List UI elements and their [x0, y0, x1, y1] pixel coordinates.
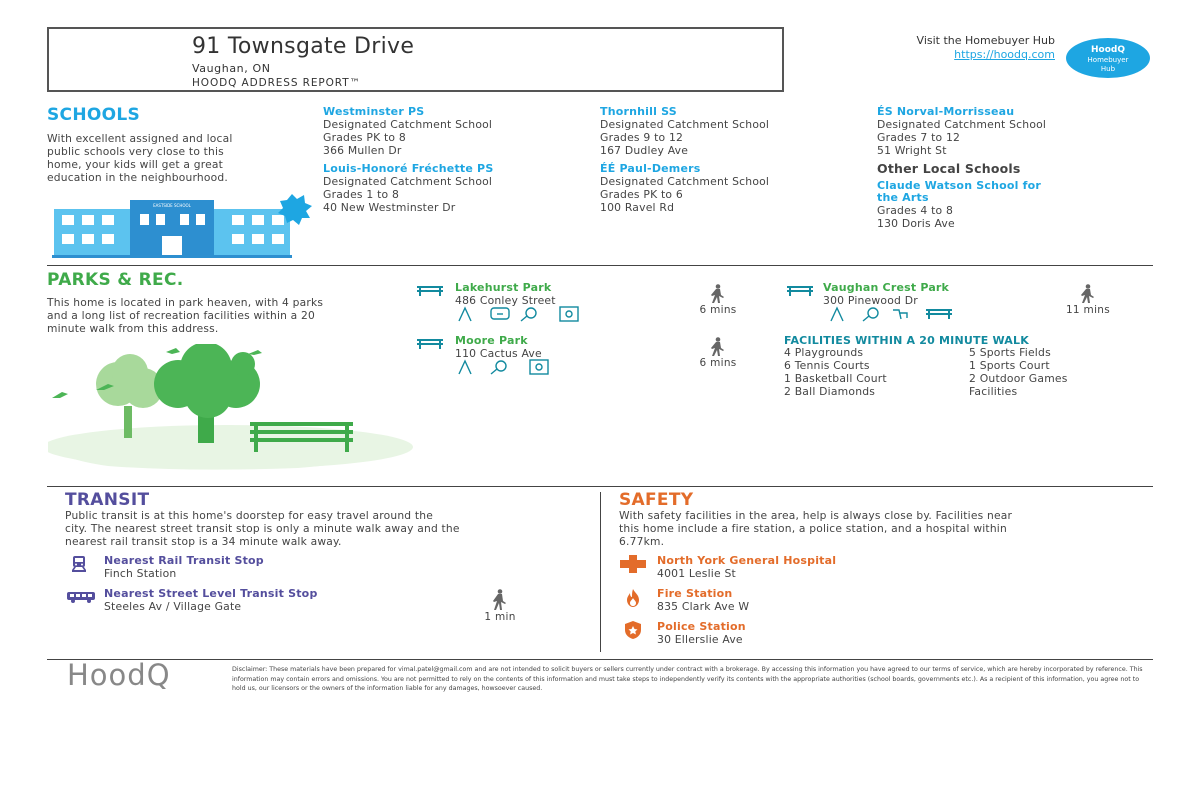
- safety-desc-line: this home include a fire station, a police station, and a hospital within: [619, 522, 1007, 535]
- park-address: 300 Pinewood Dr: [823, 294, 918, 307]
- fire-station-name: Fire Station: [657, 587, 733, 600]
- tennis-icon: [496, 361, 506, 371]
- schools-desc-line: home, your kids will get a great: [47, 158, 224, 171]
- schools-title: SCHOOLS: [47, 105, 141, 125]
- school-sign: EASTSIDE SCHOOL: [153, 203, 191, 208]
- train-icon: [70, 556, 88, 572]
- park-facility-icons: [457, 306, 587, 322]
- park-address: 110 Cactus Ave: [455, 347, 542, 360]
- transit-description: [65, 509, 595, 548]
- facility-item: 2 Ball Diamonds: [784, 385, 876, 398]
- property-city: Vaughan, ON: [192, 62, 271, 75]
- footer-divider: [47, 659, 1153, 660]
- school-name-line1: Claude Watson School for: [877, 179, 1042, 192]
- school-grades: Grades 7 to 12: [877, 131, 961, 144]
- rail-transit-stop[interactable]: [104, 554, 404, 580]
- hospital-address: 4001 Leslie St: [657, 567, 736, 580]
- rail-stop-label: Nearest Rail Transit Stop: [104, 554, 264, 567]
- park-name: Vaughan Crest Park: [823, 281, 950, 294]
- report-label: HOODQ ADDRESS REPORT™: [192, 77, 361, 89]
- facility-item: Facilities: [969, 385, 1018, 398]
- parks-desc-line: This home is located in park heaven, with 4 parks: [47, 296, 324, 309]
- walk-time: 11 mins: [1065, 304, 1111, 316]
- fire-station-address: 835 Clark Ave W: [657, 600, 750, 613]
- playground-icon: [459, 361, 471, 374]
- park-moore[interactable]: [455, 334, 655, 360]
- school-grades: Grades 9 to 12: [600, 131, 684, 144]
- other-schools-heading: Other Local Schools: [877, 161, 1021, 176]
- school-name: ÉS Norval-Morrisseau: [877, 105, 1015, 118]
- walking-icon: [476, 589, 524, 611]
- transit-title: TRANSIT: [65, 490, 150, 510]
- school-name: Westminster PS: [323, 105, 425, 118]
- tennis-icon: [526, 308, 536, 318]
- homebuyer-hub-badge[interactable]: [1066, 38, 1150, 78]
- school-building-illustration: [52, 192, 312, 260]
- park-facility-icons: [457, 359, 557, 375]
- police-station-address: 30 Ellerslie Ave: [657, 633, 743, 646]
- lakehurst-walk: [694, 284, 742, 316]
- bus-icon: [67, 591, 95, 603]
- park-facility-icons: [829, 306, 954, 322]
- parks-desc-line: and a long list of recreation facilities within a 20: [47, 309, 316, 322]
- walk-time: 6 mins: [699, 304, 737, 316]
- school-type: Designated Catchment School: [323, 175, 493, 188]
- parks-title-part1: PARKS: [47, 270, 112, 290]
- section-divider: [47, 486, 1153, 487]
- facility-item: 6 Tennis Courts: [784, 359, 870, 372]
- facility-item: 4 Playgrounds: [784, 346, 864, 359]
- property-address: 91 Townsgate Drive: [192, 34, 415, 59]
- school-westminster[interactable]: [323, 105, 583, 157]
- school-address: 100 Ravel Rd: [600, 201, 675, 214]
- schools-description: [47, 132, 307, 184]
- hospital-name: North York General Hospital: [657, 554, 837, 567]
- hub-badge-line1: HoodQ: [1091, 45, 1125, 55]
- park-lakehurst[interactable]: [455, 281, 655, 307]
- school-thornhill[interactable]: [600, 105, 860, 157]
- walk-time: 1 min: [484, 611, 516, 623]
- street-stop-name: Steeles Av / Village Gate: [104, 600, 242, 613]
- safety-fire-station[interactable]: [657, 587, 957, 613]
- hub-link[interactable]: https://hoodq.com: [954, 48, 1055, 61]
- street-stop-walk: [476, 589, 524, 623]
- school-grades: Grades 4 to 8: [877, 204, 954, 217]
- report-header: [47, 27, 784, 92]
- school-grades: Grades PK to 6: [600, 188, 683, 201]
- facility-item: 1 Sports Court: [969, 359, 1050, 372]
- hub-badge-line3: Hub: [1100, 65, 1116, 73]
- hospital-cross-icon: [620, 555, 646, 573]
- facility-item: 2 Outdoor Games: [969, 372, 1068, 385]
- hub-badge-line2: Homebuyer: [1087, 56, 1129, 64]
- school-claude-watson[interactable]: [877, 180, 1147, 230]
- school-type: Designated Catchment School: [600, 118, 770, 131]
- school-type: Designated Catchment School: [877, 118, 1047, 131]
- disclaimer: Disclaimer: These materials have been prepared for vimal.patel@gmail.com and are not intended to solicit buyers or sellers currently under contract with a brokerage. By accessing this information you have agreed to our terms of service, which are hereby incorporated by reference. This information may contain errors and omissions. You are not permitted to rely on the contents of this information and must take steps to independently verify its contents with the appropriate authorities (school boards, governments etc.). As a recipient of this information, you agree not to hold us, our licensors or the owners of the information liable for any damages, howsoever caused.: [232, 666, 1143, 692]
- playground-icon: [831, 308, 843, 321]
- safety-desc-line: 6.77km.: [619, 535, 665, 548]
- school-address: 40 New Westminster Dr: [323, 201, 456, 214]
- safety-police-station[interactable]: [657, 620, 957, 646]
- safety-hospital[interactable]: [657, 554, 957, 580]
- park-illustration: [48, 344, 413, 474]
- facility-item: 1 Basketball Court: [784, 372, 887, 385]
- school-type: Designated Catchment School: [600, 175, 770, 188]
- walk-time: 6 mins: [699, 357, 737, 369]
- column-divider: [600, 492, 601, 652]
- rail-stop-name: Finch Station: [104, 567, 177, 580]
- tennis-icon: [868, 308, 878, 318]
- parks-title: [47, 270, 183, 290]
- schools-desc-line: public schools very close to this: [47, 145, 224, 158]
- facilities-list-2: [969, 346, 1149, 398]
- parks-description: [47, 296, 417, 335]
- safety-description: [619, 509, 1153, 548]
- school-type: Designated Catchment School: [323, 118, 493, 131]
- walking-icon: [694, 337, 742, 357]
- street-transit-stop[interactable]: [104, 587, 424, 613]
- police-badge-icon: [624, 621, 642, 639]
- hub-visit-text: Visit the Homebuyer Hub: [916, 34, 1055, 47]
- police-station-name: Police Station: [657, 620, 746, 633]
- school-name-line2: the Arts: [877, 191, 929, 204]
- school-grades: Grades 1 to 8: [323, 188, 400, 201]
- park-name: Moore Park: [455, 334, 528, 347]
- facility-item: 5 Sports Fields: [969, 346, 1051, 359]
- safety-desc-line: With safety facilities in the area, help is always close by. Facilities near: [619, 509, 1013, 522]
- hoodq-logo[interactable]: HoodQ: [67, 658, 171, 692]
- section-divider: [47, 265, 1153, 266]
- facilities-list-1: [784, 346, 964, 398]
- outdoor-games-icon: [893, 310, 907, 319]
- safety-title: SAFETY: [619, 490, 694, 510]
- parks-title-part2: & REC.: [117, 270, 184, 290]
- facilities-heading: FACILITIES WITHIN A 20 MINUTE WALK: [784, 334, 1029, 347]
- street-stop-label: Nearest Street Level Transit Stop: [104, 587, 318, 600]
- bench-icon: [787, 285, 813, 297]
- field-icon: [530, 360, 548, 374]
- school-address: 130 Doris Ave: [877, 217, 955, 230]
- fire-icon: [626, 589, 640, 607]
- school-address: 366 Mullen Dr: [323, 144, 402, 157]
- transit-desc-line: nearest rail transit stop is a 34 minute walk away.: [65, 535, 342, 548]
- walking-icon: [694, 284, 742, 304]
- park-vaughan-crest[interactable]: [823, 281, 1043, 307]
- schools-desc-line: With excellent assigned and local: [47, 132, 233, 145]
- school-address: 167 Dudley Ave: [600, 144, 689, 157]
- school-name: Thornhill SS: [600, 105, 677, 118]
- school-louis-honore-frechette[interactable]: [323, 162, 583, 214]
- field-icon: [560, 307, 578, 321]
- homebuyer-hub-promo: [917, 34, 1055, 62]
- walking-icon: [1058, 284, 1118, 304]
- bench-icon: [417, 285, 443, 297]
- park-address: 486 Conley Street: [455, 294, 556, 307]
- vaughan-crest-walk: [1058, 284, 1118, 316]
- transit-desc-line: Public transit is at this home's doorstep for easy travel around the: [65, 509, 434, 522]
- bench-icon: [417, 338, 443, 350]
- parks-desc-line: minute walk from this address.: [47, 322, 219, 335]
- school-name: ÉÉ Paul-Demers: [600, 162, 701, 175]
- playground-icon: [459, 308, 471, 321]
- school-grades: Grades PK to 8: [323, 131, 406, 144]
- school-name: Louis-Honoré Fréchette PS: [323, 162, 494, 175]
- school-norval-morrisseau[interactable]: [877, 105, 1147, 157]
- bench-icon: [926, 309, 952, 319]
- schools-desc-line: education in the neighbourhood.: [47, 171, 228, 184]
- school-paul-demers[interactable]: [600, 162, 860, 214]
- transit-desc-line: city. The nearest street transit stop is only a minute walk away and the: [65, 522, 460, 535]
- school-address: 51 Wright St: [877, 144, 947, 157]
- moore-walk: [694, 337, 742, 369]
- park-name: Lakehurst Park: [455, 281, 552, 294]
